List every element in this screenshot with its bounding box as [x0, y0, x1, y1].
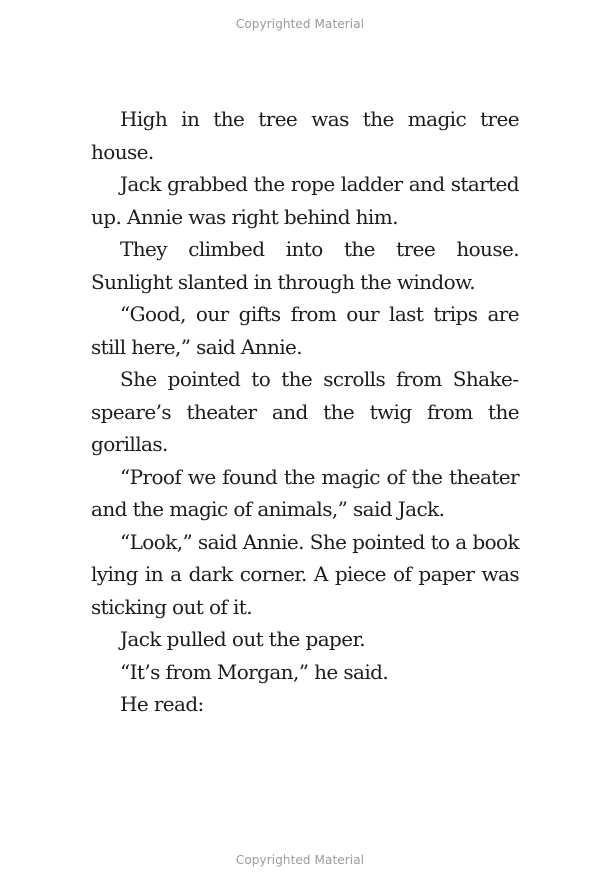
paragraph-9: “It’s from Morgan,” he said.	[120, 659, 389, 684]
paragraph-1: High in the tree was the magic tree house.	[91, 107, 519, 164]
page-text	[91, 103, 519, 721]
paragraph-8: Jack pulled out the paper.	[120, 627, 366, 651]
paragraph-3: They climbed into the tree house. Sunlight slanted in through the window.	[91, 237, 519, 294]
paragraph-10: He read:	[120, 692, 204, 716]
paragraph-5: She pointed to the scrolls from Shakespeare’s theater and the twig from the gorillas.	[91, 367, 519, 456]
paragraph-4: “Good, our gifts from our last trips are still here,” said Annie.	[91, 302, 519, 359]
paragraph-2: Jack grabbed the rope ladder and started up. Annie was right behind him.	[91, 172, 519, 229]
copyright-watermark-bottom: Copyrighted Material	[235, 853, 365, 867]
copyright-watermark-top: Copyrighted Material	[235, 17, 365, 31]
paragraph-7: “Look,” said Annie. She pointed to a book lying in a dark corner. A piece of paper was sticking out of it.	[91, 529, 519, 619]
paragraph-6: “Proof we found the magic of the theater and the magic of animals,” said Jack.	[91, 464, 519, 521]
